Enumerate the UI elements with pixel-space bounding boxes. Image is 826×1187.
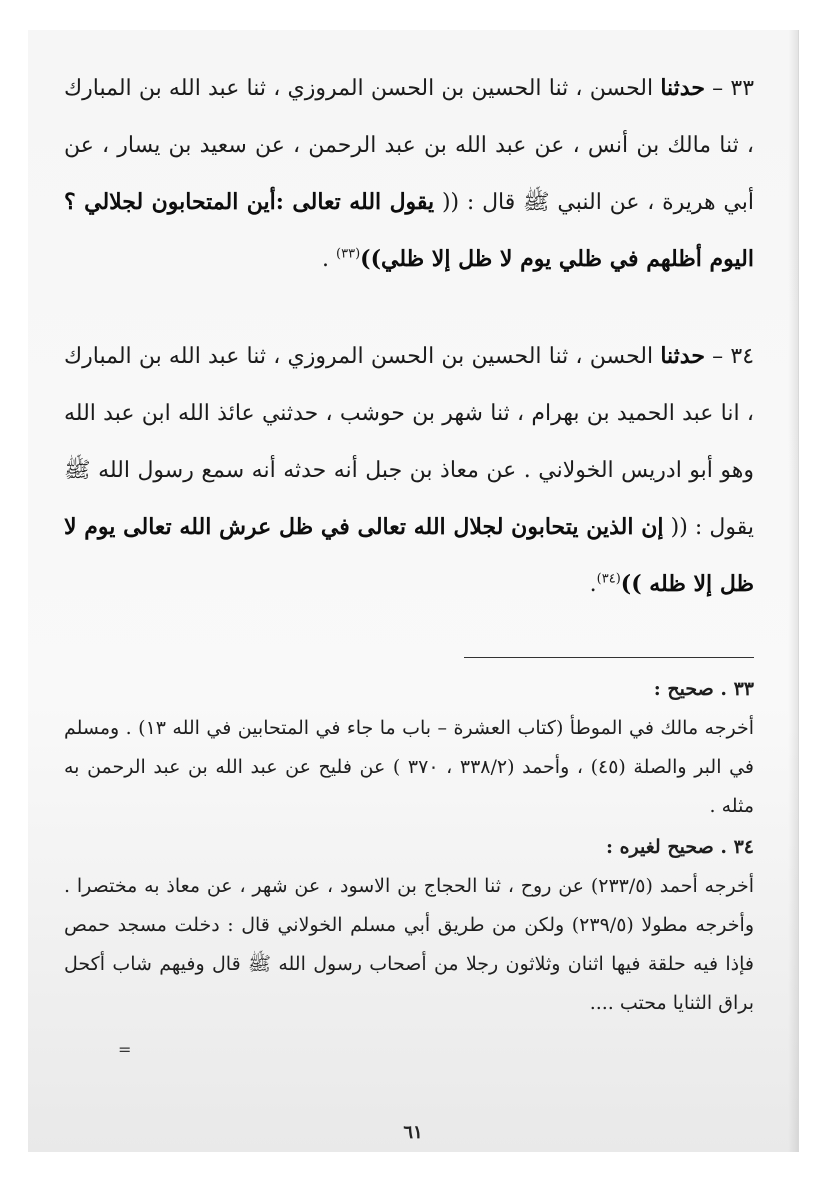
footnote-33 xyxy=(64,670,754,826)
hadith-33 xyxy=(64,60,754,288)
hadith-end: . xyxy=(322,247,337,272)
footnotes xyxy=(64,670,754,1023)
page-content xyxy=(64,60,754,1023)
hadith-chain: الحسن ، ثنا الحسين بن الحسن المروزي ، ثنا عبد الله بن المبارك ، انا عبد الحميد بن بهرام ، ثنا شهر بن حوشب ، حدثني عائذ الله ابن عبد الله وهو أبو ادريس الخولاني . عن معاذ بن جبل أنه حدثه أنه سمع رسول الله ﷺ يقول : (( xyxy=(64,344,754,540)
hadith-footnote-ref: (٣٤) xyxy=(596,571,621,587)
footnote-heading: ٣٤ . صحيح لغيره : xyxy=(605,836,754,858)
page-spine-shadow xyxy=(788,30,798,1152)
hadith-number: ٣٣ – xyxy=(712,76,755,101)
hadith-end: . xyxy=(589,572,597,597)
scanned-page xyxy=(28,30,798,1152)
page-number: ٦١ xyxy=(403,1122,423,1143)
hadith-keyword: حدثنا xyxy=(660,343,705,369)
footnote-separator xyxy=(464,657,754,658)
footnote-34 xyxy=(64,828,754,1023)
hadith-keyword: حدثنا xyxy=(660,75,705,101)
footnote-heading: ٣٣ . صحيح : xyxy=(653,678,754,700)
hadith-chain: الحسن ، ثنا الحسين بن الحسن المروزي ، ثنا عبد الله بن المبارك ، ثنا مالك بن أنس ، عن عبد الله بن عبد الرحمن ، عن سعيد بن يسار ، عن أبي هريرة ، عن النبي ﷺ قال : (( xyxy=(64,76,754,215)
continuation-mark: = xyxy=(118,1040,132,1059)
footnote-text: أخرجه أحمد (٢٣٣/٥) عن روح ، ثنا الحجاج بن الاسود ، عن شهر ، عن معاذ به مختصرا . وأخرجه مطولا (٢٣٩/٥) ولكن من طريق أبي مسلم الخولاني قال : دخلت مسجد حمص فإذا فيه حلقة فيها اثنان وثلاثون رجلا من أصحاب رسول الله ﷺ قال وفيهم شاب أكحل براق الثنايا محتب .... xyxy=(64,875,754,1014)
hadith-footnote-ref: (٣٣) xyxy=(336,246,361,262)
hadith-number: ٣٤ – xyxy=(712,344,755,369)
hadith-34 xyxy=(64,328,754,613)
footnote-text: أخرجه مالك في الموطأ (كتاب العشرة – باب ما جاء في المتحابين في الله ١٣) . ومسلم في البر والصلة (٤٥) ، وأحمد (٣٣٨/٢ ، ٣٧٠ ) عن فليح عن عبد الله بن عبد الرحمن به مثله . xyxy=(64,717,754,817)
hadith-matn: يقول الله تعالى :أين المتحابون لجلالي ؟ اليوم أظلهم في ظلي يوم لا ظل إلا ظلي)) xyxy=(64,189,754,272)
hadith-matn: إن الذين يتحابون لجلال الله تعالى في ظل عرش الله تعالى يوم لا ظل إلا ظله )) xyxy=(64,514,754,597)
